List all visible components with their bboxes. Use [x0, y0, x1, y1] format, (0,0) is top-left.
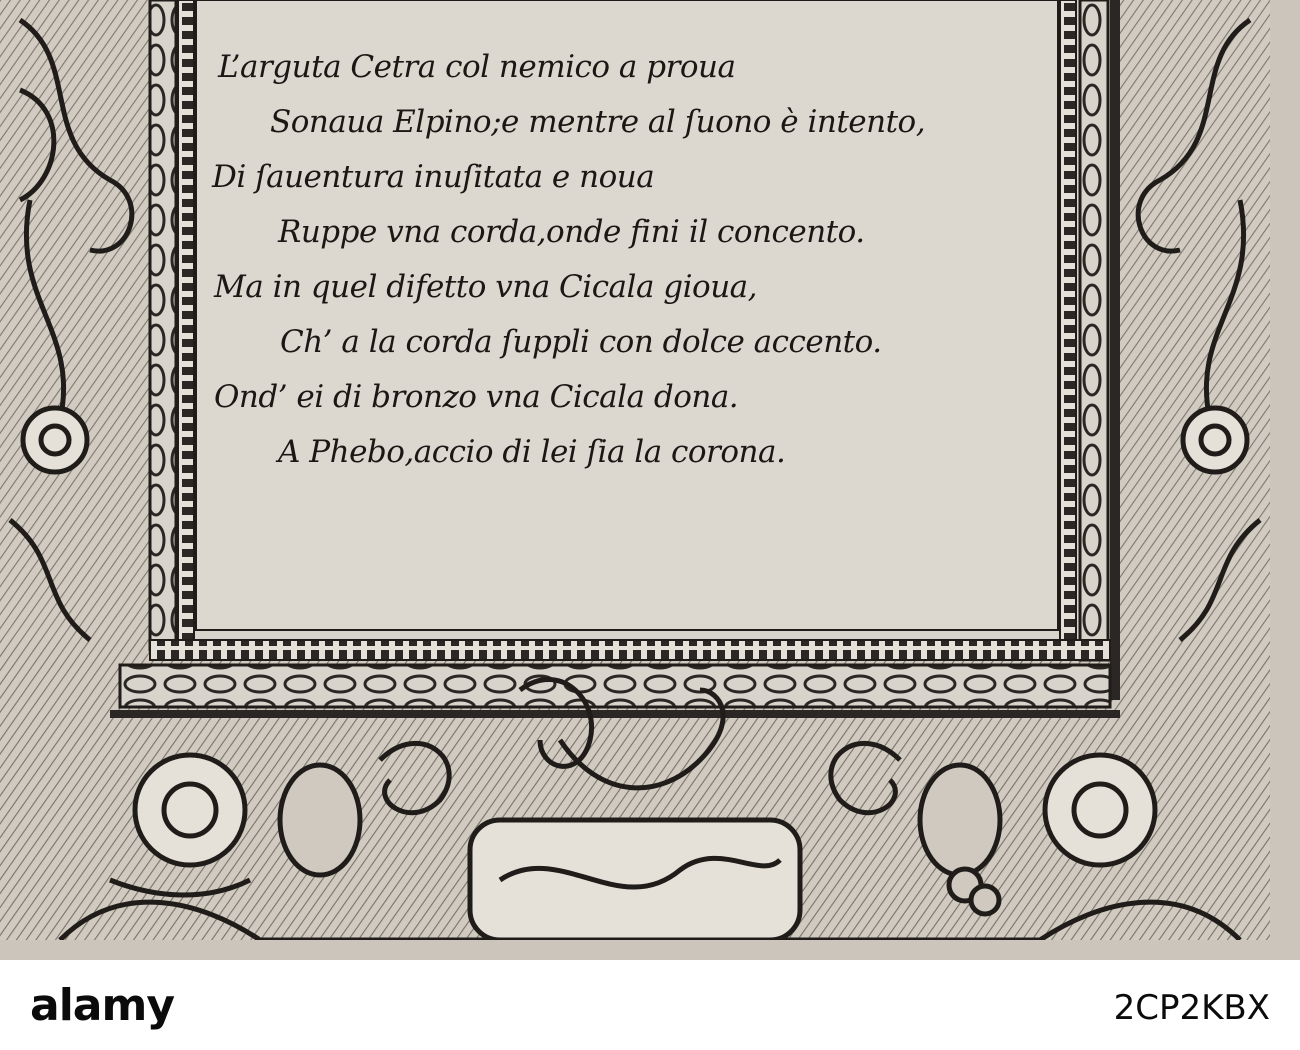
- poem-line: Ch’ a la corda ſuppli con dolce accento.: [280, 324, 882, 360]
- poem-line: Ma in quel difetto vna Cicala gioua,: [214, 269, 758, 305]
- poem-line: Ond’ ei di bronzo vna Cicala dona.: [214, 379, 739, 415]
- poem-line: Ruppe vna corda,onde fini il concento.: [278, 214, 865, 250]
- poem-line: A Phebo,accio di lei ſia la corona.: [278, 434, 786, 470]
- poem-line: Di ſauentura inuſitata e noua: [212, 159, 655, 195]
- image-id-label: 2CP2KBX: [1113, 988, 1270, 1028]
- poem-text: [200, 40, 1070, 480]
- brand-logo[interactable]: alamy: [30, 980, 174, 1031]
- poem-line: Sonaua Elpino;e mentre al ſuono è intento,: [270, 104, 926, 140]
- poem-line: L’arguta Cetra col nemico a proua: [218, 49, 736, 85]
- stock-footer-bar: [0, 960, 1300, 1050]
